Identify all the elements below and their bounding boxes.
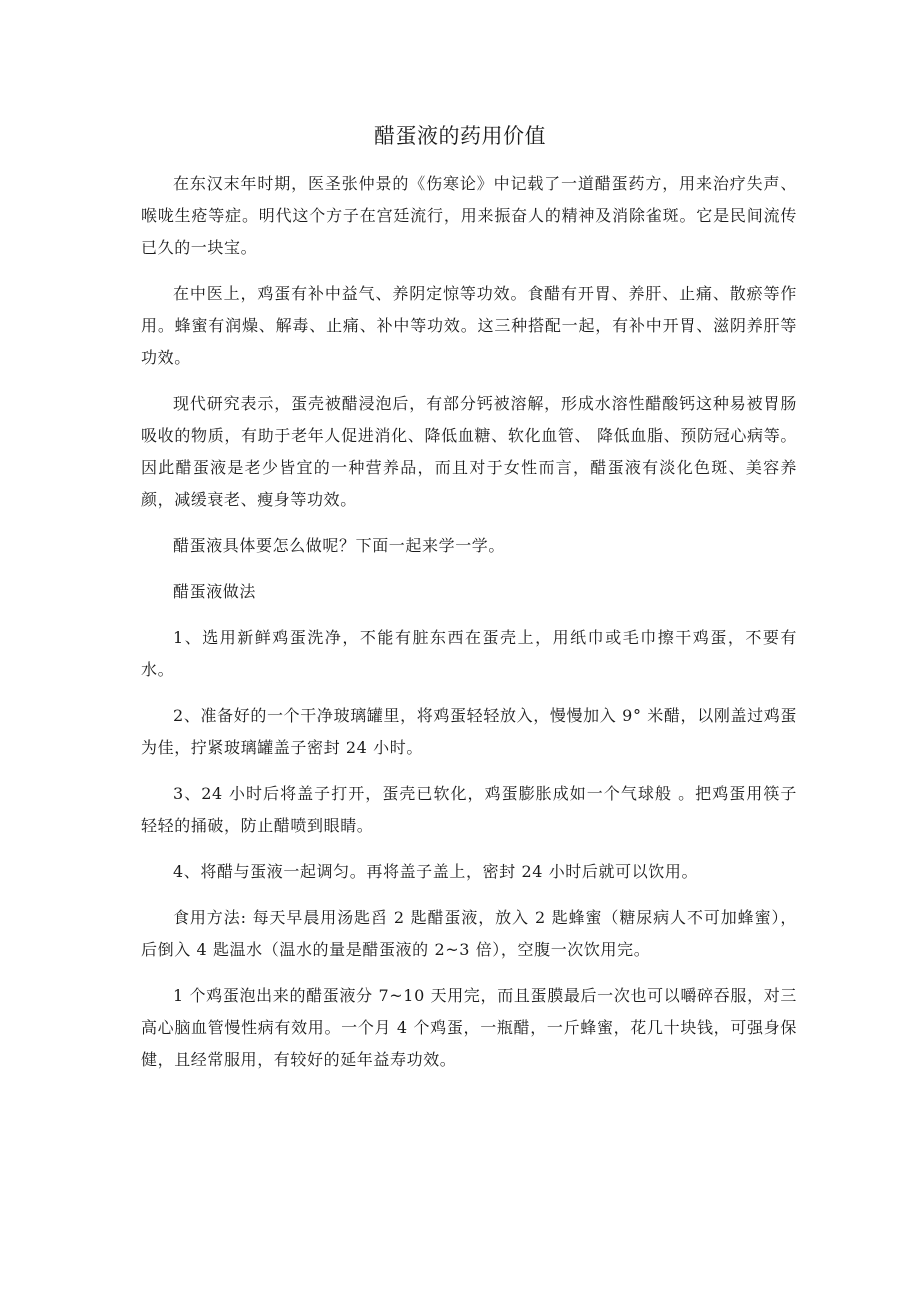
document-title: 醋蛋液的药用价值 bbox=[374, 124, 546, 148]
step-3: 3、24 小时后将盖子打开，蛋壳已软化，鸡蛋膨胀成如一个气球般 。把鸡蛋用筷子轻轻的捅破，防止醋喷到眼睛。 bbox=[141, 784, 797, 835]
paragraph-tcm: 在中医上，鸡蛋有补中益气、养阴定惊等功效。食醋有开胃、养肝、止痛、散瘀等作用。蜂蜜有润燥、解毒、止痛、补中等功效。这三种搭配一起，有补中开胃、滋阴养肝等功效。 bbox=[141, 284, 797, 367]
paragraph-modern-research: 现代研究表示，蛋壳被醋浸泡后，有部分钙被溶解，形成水溶性醋酸钙这种易被胃肠吸收的物质，有助于老年人促进消化、降低血糖、软化血管、 降低血脂、预防冠心病等。因此醋蛋液是老少皆宜的一种营养品，而且对于女性而言，醋蛋液有淡化色斑、美容养颜，减缓衰老、瘦身等功效。 bbox=[141, 394, 797, 509]
document-body bbox=[141, 168, 797, 1090]
paragraph-history: 在东汉末年时期，医圣张仲景的《伤寒论》中记载了一道醋蛋药方，用来治疗失声、喉咙生疮等症。明代这个方子在宫廷流行，用来振奋人的精神及消除雀斑。它是民间流传已久的一块宝。 bbox=[141, 174, 797, 257]
paragraph-usage: 食用方法: 每天早晨用汤匙舀 2 匙醋蛋液，放入 2 匙蜂蜜（糖尿病人不可加蜂蜜），后倒入 4 匙温水（温水的量是醋蛋液的 2~3 倍），空腹一次饮用完。 bbox=[141, 908, 797, 959]
paragraph-intro-method: 醋蛋液具体要怎么做呢？下面一起来学一学。 bbox=[173, 536, 506, 555]
step-1: 1、选用新鲜鸡蛋洗净，不能有脏东西在蛋壳上，用纸巾或毛巾擦干鸡蛋，不要有水。 bbox=[141, 628, 797, 679]
paragraph-dosage: 1 个鸡蛋泡出来的醋蛋液分 7~10 天用完，而且蛋膜最后一次也可以嚼碎吞服，对三高心脑血管慢性病有效用。一个月 4 个鸡蛋，一瓶醋，一斤蜂蜜，花几十块钱，可强身保健，且经常服用，有较好的延年益寿功效。 bbox=[141, 986, 797, 1069]
section-heading-method: 醋蛋液做法 bbox=[173, 582, 257, 601]
step-2: 2、准备好的一个干净玻璃罐里，将鸡蛋轻轻放入，慢慢加入 9° 米醋，以刚盖过鸡蛋为佳，拧紧玻璃罐盖子密封 24 小时。 bbox=[141, 706, 797, 757]
step-4: 4、将醋与蛋液一起调匀。再将盖子盖上，密封 24 小时后就可以饮用。 bbox=[173, 862, 699, 881]
